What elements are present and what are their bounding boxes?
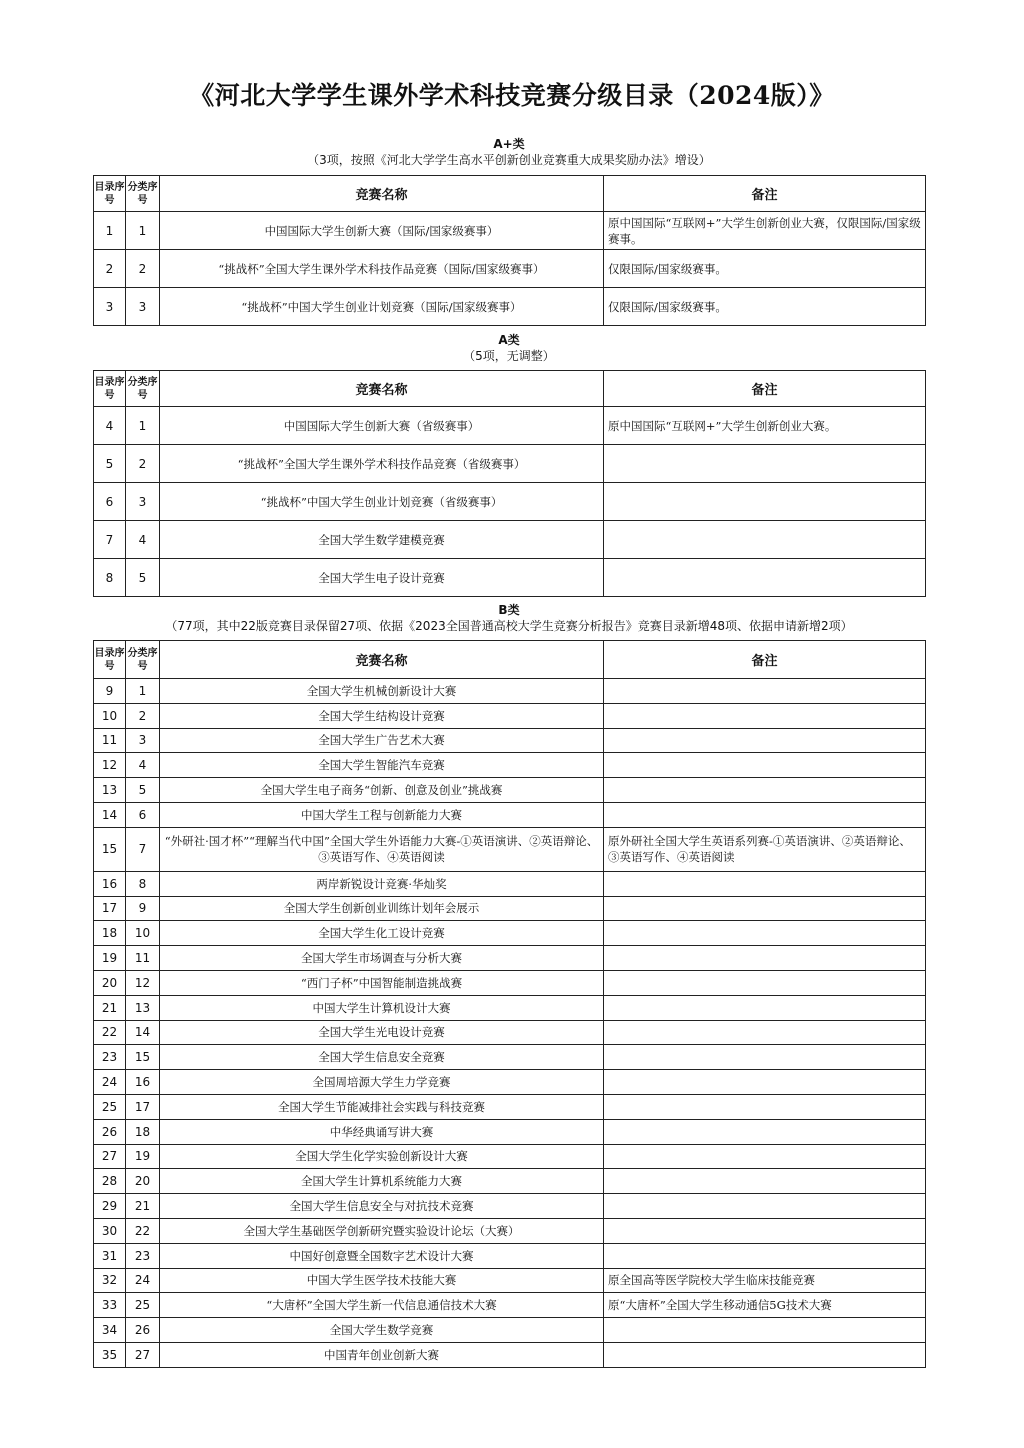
row-cat-seq-cell: 13 bbox=[126, 995, 160, 1020]
header-cat-seq: 分类序号 bbox=[126, 176, 160, 212]
row-seq-cell: 25 bbox=[94, 1094, 126, 1119]
row-cat-seq-cell: 16 bbox=[126, 1070, 160, 1095]
row-remark-cell bbox=[604, 1070, 926, 1095]
row-cat-seq-cell: 3 bbox=[126, 728, 160, 753]
row-remark-cell: 原外研社全国大学生英语系列赛-①英语演讲、②英语辩论、③英语写作、④英语阅读 bbox=[604, 827, 926, 871]
table-row bbox=[94, 483, 926, 521]
row-cat-seq-cell: 25 bbox=[126, 1293, 160, 1318]
table-row bbox=[94, 1144, 926, 1169]
section-header-b bbox=[93, 602, 925, 634]
header-remark: 备注 bbox=[604, 176, 926, 212]
row-cat-seq-cell: 8 bbox=[126, 871, 160, 896]
table-row bbox=[94, 946, 926, 971]
table-row bbox=[94, 559, 926, 597]
row-remark-cell bbox=[604, 679, 926, 704]
row-seq-cell: 6 bbox=[94, 483, 126, 521]
row-seq-cell: 1 bbox=[94, 212, 126, 250]
row-seq-cell: 28 bbox=[94, 1169, 126, 1194]
row-name-cell: 全国大学生光电设计竞赛 bbox=[160, 1020, 604, 1045]
row-cat-seq-cell: 2 bbox=[126, 250, 160, 288]
row-name-cell: 全国大学生化工设计竞赛 bbox=[160, 921, 604, 946]
row-name-cell: 全国大学生化学实验创新设计大赛 bbox=[160, 1144, 604, 1169]
row-seq-cell: 7 bbox=[94, 521, 126, 559]
row-seq-cell: 20 bbox=[94, 970, 126, 995]
row-cat-seq-cell: 9 bbox=[126, 896, 160, 921]
row-cat-seq-cell: 17 bbox=[126, 1094, 160, 1119]
row-seq-cell: 10 bbox=[94, 703, 126, 728]
section-note: （77项，其中22版竞赛目录保留27项、依据《2023全国普通高校大学生竞赛分析报告》竞赛目录新增48项、依据申请新增2项） bbox=[165, 619, 853, 633]
row-remark-cell bbox=[604, 1318, 926, 1343]
row-cat-seq-cell: 6 bbox=[126, 802, 160, 827]
row-remark-cell bbox=[604, 946, 926, 971]
row-cat-seq-cell: 11 bbox=[126, 946, 160, 971]
row-seq-cell: 19 bbox=[94, 946, 126, 971]
row-remark-cell bbox=[604, 1243, 926, 1268]
row-seq-cell: 22 bbox=[94, 1020, 126, 1045]
row-cat-seq-cell: 18 bbox=[126, 1119, 160, 1144]
row-seq-cell: 27 bbox=[94, 1144, 126, 1169]
table-row bbox=[94, 1094, 926, 1119]
row-seq-cell: 5 bbox=[94, 445, 126, 483]
header-name: 竞赛名称 bbox=[160, 176, 604, 212]
row-name-cell: 全国大学生基础医学创新研究暨实验设计论坛（大赛） bbox=[160, 1218, 604, 1243]
table-row bbox=[94, 921, 926, 946]
row-name-cell: 全国大学生创新创业训练计划年会展示 bbox=[160, 896, 604, 921]
table-row bbox=[94, 778, 926, 803]
row-name-cell: 中国大学生医学技术技能大赛 bbox=[160, 1268, 604, 1293]
row-cat-seq-cell: 7 bbox=[126, 827, 160, 871]
table-row bbox=[94, 1318, 926, 1343]
row-remark-cell bbox=[604, 896, 926, 921]
row-name-cell: “西门子杯”中国智能制造挑战赛 bbox=[160, 970, 604, 995]
row-name-cell: “外研社·国才杯”“理解当代中国”全国大学生外语能力大赛-①英语演讲、②英语辩论、③英语写作、④英语阅读 bbox=[160, 827, 604, 871]
table-row bbox=[94, 407, 926, 445]
row-cat-seq-cell: 1 bbox=[126, 212, 160, 250]
row-name-cell: 全国大学生结构设计竞赛 bbox=[160, 703, 604, 728]
row-cat-seq-cell: 26 bbox=[126, 1318, 160, 1343]
table-body bbox=[94, 212, 926, 326]
row-name-cell: “大唐杯”全国大学生新一代信息通信技术大赛 bbox=[160, 1293, 604, 1318]
row-seq-cell: 24 bbox=[94, 1070, 126, 1095]
row-seq-cell: 30 bbox=[94, 1218, 126, 1243]
table-row bbox=[94, 827, 926, 871]
row-cat-seq-cell: 15 bbox=[126, 1045, 160, 1070]
row-name-cell: 全国大学生数学竞赛 bbox=[160, 1318, 604, 1343]
row-seq-cell: 2 bbox=[94, 250, 126, 288]
row-cat-seq-cell: 3 bbox=[126, 288, 160, 326]
table-row bbox=[94, 802, 926, 827]
row-remark-cell bbox=[604, 559, 926, 597]
table-body bbox=[94, 407, 926, 597]
row-name-cell: 全国大学生节能减排社会实践与科技竞赛 bbox=[160, 1094, 604, 1119]
section-category: A+类 bbox=[493, 137, 525, 151]
row-remark-cell bbox=[604, 1045, 926, 1070]
section-header-a-plus bbox=[93, 136, 925, 168]
row-remark-cell bbox=[604, 728, 926, 753]
table-b bbox=[93, 640, 926, 1368]
table-row bbox=[94, 1268, 926, 1293]
row-remark-cell: 仅限国际/国家级赛事。 bbox=[604, 250, 926, 288]
row-cat-seq-cell: 4 bbox=[126, 521, 160, 559]
header-remark: 备注 bbox=[604, 371, 926, 407]
row-name-cell: 全国大学生智能汽车竞赛 bbox=[160, 753, 604, 778]
table-row bbox=[94, 445, 926, 483]
header-name: 竞赛名称 bbox=[160, 641, 604, 679]
row-name-cell: 中国好创意暨全国数字艺术设计大赛 bbox=[160, 1243, 604, 1268]
table-row bbox=[94, 1194, 926, 1219]
table-row bbox=[94, 871, 926, 896]
section-header-a bbox=[93, 332, 925, 364]
table-row bbox=[94, 1070, 926, 1095]
row-remark-cell bbox=[604, 483, 926, 521]
row-remark-cell: 原全国高等医学院校大学生临床技能竞赛 bbox=[604, 1268, 926, 1293]
row-seq-cell: 31 bbox=[94, 1243, 126, 1268]
row-remark-cell bbox=[604, 1144, 926, 1169]
section-note: （3项，按照《河北大学学生高水平创新创业竞赛重大成果奖励办法》增设） bbox=[307, 153, 711, 167]
header-seq: 目录序号 bbox=[94, 176, 126, 212]
table-row bbox=[94, 703, 926, 728]
row-cat-seq-cell: 2 bbox=[126, 445, 160, 483]
table-row bbox=[94, 212, 926, 250]
table-row bbox=[94, 970, 926, 995]
row-cat-seq-cell: 14 bbox=[126, 1020, 160, 1045]
row-cat-seq-cell: 2 bbox=[126, 703, 160, 728]
row-seq-cell: 12 bbox=[94, 753, 126, 778]
row-seq-cell: 26 bbox=[94, 1119, 126, 1144]
header-seq: 目录序号 bbox=[94, 641, 126, 679]
table-row bbox=[94, 1169, 926, 1194]
row-remark-cell bbox=[604, 778, 926, 803]
row-remark-cell bbox=[604, 1020, 926, 1045]
table-header-row bbox=[94, 371, 926, 407]
row-seq-cell: 14 bbox=[94, 802, 126, 827]
row-remark-cell bbox=[604, 802, 926, 827]
row-seq-cell: 13 bbox=[94, 778, 126, 803]
row-seq-cell: 9 bbox=[94, 679, 126, 704]
row-name-cell: 全国大学生市场调查与分析大赛 bbox=[160, 946, 604, 971]
row-cat-seq-cell: 23 bbox=[126, 1243, 160, 1268]
row-name-cell: “挑战杯”中国大学生创业计划竞赛（国际/国家级赛事） bbox=[160, 288, 604, 326]
row-name-cell: 中国国际大学生创新大赛（省级赛事） bbox=[160, 407, 604, 445]
row-name-cell: “挑战杯”中国大学生创业计划竞赛（省级赛事） bbox=[160, 483, 604, 521]
row-cat-seq-cell: 19 bbox=[126, 1144, 160, 1169]
table-row bbox=[94, 521, 926, 559]
table-body bbox=[94, 679, 926, 1368]
header-seq: 目录序号 bbox=[94, 371, 126, 407]
row-seq-cell: 32 bbox=[94, 1268, 126, 1293]
row-cat-seq-cell: 20 bbox=[126, 1169, 160, 1194]
row-seq-cell: 8 bbox=[94, 559, 126, 597]
row-remark-cell bbox=[604, 995, 926, 1020]
row-remark-cell bbox=[604, 1094, 926, 1119]
row-remark-cell: 原“大唐杯”全国大学生移动通信5G技术大赛 bbox=[604, 1293, 926, 1318]
row-remark-cell bbox=[604, 921, 926, 946]
table-row bbox=[94, 250, 926, 288]
row-name-cell: “挑战杯”全国大学生课外学术科技作品竞赛（国际/国家级赛事） bbox=[160, 250, 604, 288]
row-name-cell: “挑战杯”全国大学生课外学术科技作品竞赛（省级赛事） bbox=[160, 445, 604, 483]
row-seq-cell: 34 bbox=[94, 1318, 126, 1343]
row-name-cell: 全国大学生机械创新设计大赛 bbox=[160, 679, 604, 704]
row-seq-cell: 18 bbox=[94, 921, 126, 946]
row-name-cell: 中华经典诵写讲大赛 bbox=[160, 1119, 604, 1144]
row-remark-cell bbox=[604, 1169, 926, 1194]
table-row bbox=[94, 896, 926, 921]
row-name-cell: 全国大学生信息安全竞赛 bbox=[160, 1045, 604, 1070]
row-cat-seq-cell: 5 bbox=[126, 778, 160, 803]
row-cat-seq-cell: 21 bbox=[126, 1194, 160, 1219]
header-cat-seq: 分类序号 bbox=[126, 641, 160, 679]
row-seq-cell: 35 bbox=[94, 1342, 126, 1367]
table-row bbox=[94, 728, 926, 753]
row-cat-seq-cell: 4 bbox=[126, 753, 160, 778]
row-remark-cell bbox=[604, 703, 926, 728]
row-seq-cell: 29 bbox=[94, 1194, 126, 1219]
table-a bbox=[93, 370, 926, 597]
table-a-plus bbox=[93, 175, 926, 326]
row-cat-seq-cell: 3 bbox=[126, 483, 160, 521]
row-seq-cell: 33 bbox=[94, 1293, 126, 1318]
table-row bbox=[94, 995, 926, 1020]
document-title: 《河北大学学生课外学术科技竞赛分级目录（2024版）》 bbox=[189, 81, 835, 110]
row-name-cell: 中国国际大学生创新大赛（国际/国家级赛事） bbox=[160, 212, 604, 250]
row-name-cell: 全国大学生电子商务“创新、创意及创业”挑战赛 bbox=[160, 778, 604, 803]
header-remark: 备注 bbox=[604, 641, 926, 679]
row-cat-seq-cell: 1 bbox=[126, 407, 160, 445]
table-row bbox=[94, 1293, 926, 1318]
row-cat-seq-cell: 12 bbox=[126, 970, 160, 995]
table-row bbox=[94, 753, 926, 778]
table-row bbox=[94, 1119, 926, 1144]
row-name-cell: 全国周培源大学生力学竞赛 bbox=[160, 1070, 604, 1095]
row-remark-cell bbox=[604, 1218, 926, 1243]
row-name-cell: 全国大学生计算机系统能力大赛 bbox=[160, 1169, 604, 1194]
row-remark-cell bbox=[604, 753, 926, 778]
row-name-cell: 全国大学生广告艺术大赛 bbox=[160, 728, 604, 753]
row-seq-cell: 17 bbox=[94, 896, 126, 921]
row-remark-cell bbox=[604, 1342, 926, 1367]
row-cat-seq-cell: 22 bbox=[126, 1218, 160, 1243]
row-seq-cell: 4 bbox=[94, 407, 126, 445]
table-row bbox=[94, 1218, 926, 1243]
row-remark-cell bbox=[604, 970, 926, 995]
row-cat-seq-cell: 5 bbox=[126, 559, 160, 597]
row-cat-seq-cell: 24 bbox=[126, 1268, 160, 1293]
row-name-cell: 全国大学生数学建模竞赛 bbox=[160, 521, 604, 559]
row-cat-seq-cell: 27 bbox=[126, 1342, 160, 1367]
row-seq-cell: 23 bbox=[94, 1045, 126, 1070]
row-name-cell: 全国大学生信息安全与对抗技术竞赛 bbox=[160, 1194, 604, 1219]
table-row bbox=[94, 679, 926, 704]
row-remark-cell bbox=[604, 1194, 926, 1219]
row-remark-cell bbox=[604, 871, 926, 896]
row-remark-cell bbox=[604, 445, 926, 483]
table-header-row bbox=[94, 176, 926, 212]
row-seq-cell: 21 bbox=[94, 995, 126, 1020]
row-seq-cell: 15 bbox=[94, 827, 126, 871]
table-row bbox=[94, 1342, 926, 1367]
row-name-cell: 中国青年创业创新大赛 bbox=[160, 1342, 604, 1367]
row-remark-cell bbox=[604, 521, 926, 559]
section-category: B类 bbox=[498, 603, 520, 617]
table-row bbox=[94, 1045, 926, 1070]
section-note: （5项，无调整） bbox=[463, 349, 555, 363]
section-category: A类 bbox=[498, 333, 520, 347]
row-cat-seq-cell: 10 bbox=[126, 921, 160, 946]
row-cat-seq-cell: 1 bbox=[126, 679, 160, 704]
row-name-cell: 中国大学生计算机设计大赛 bbox=[160, 995, 604, 1020]
row-seq-cell: 16 bbox=[94, 871, 126, 896]
row-name-cell: 全国大学生电子设计竞赛 bbox=[160, 559, 604, 597]
header-name: 竞赛名称 bbox=[160, 371, 604, 407]
header-cat-seq: 分类序号 bbox=[126, 371, 160, 407]
row-name-cell: 中国大学生工程与创新能力大赛 bbox=[160, 802, 604, 827]
row-seq-cell: 3 bbox=[94, 288, 126, 326]
row-remark-cell: 原中国国际“互联网+”大学生创新创业大赛。 bbox=[604, 407, 926, 445]
row-name-cell: 两岸新锐设计竞赛·华灿奖 bbox=[160, 871, 604, 896]
row-remark-cell: 原中国国际“互联网+”大学生创新创业大赛，仅限国际/国家级赛事。 bbox=[604, 212, 926, 250]
row-remark-cell bbox=[604, 1119, 926, 1144]
table-header-row bbox=[94, 641, 926, 679]
row-seq-cell: 11 bbox=[94, 728, 126, 753]
table-row bbox=[94, 1020, 926, 1045]
table-row bbox=[94, 288, 926, 326]
row-remark-cell: 仅限国际/国家级赛事。 bbox=[604, 288, 926, 326]
table-row bbox=[94, 1243, 926, 1268]
